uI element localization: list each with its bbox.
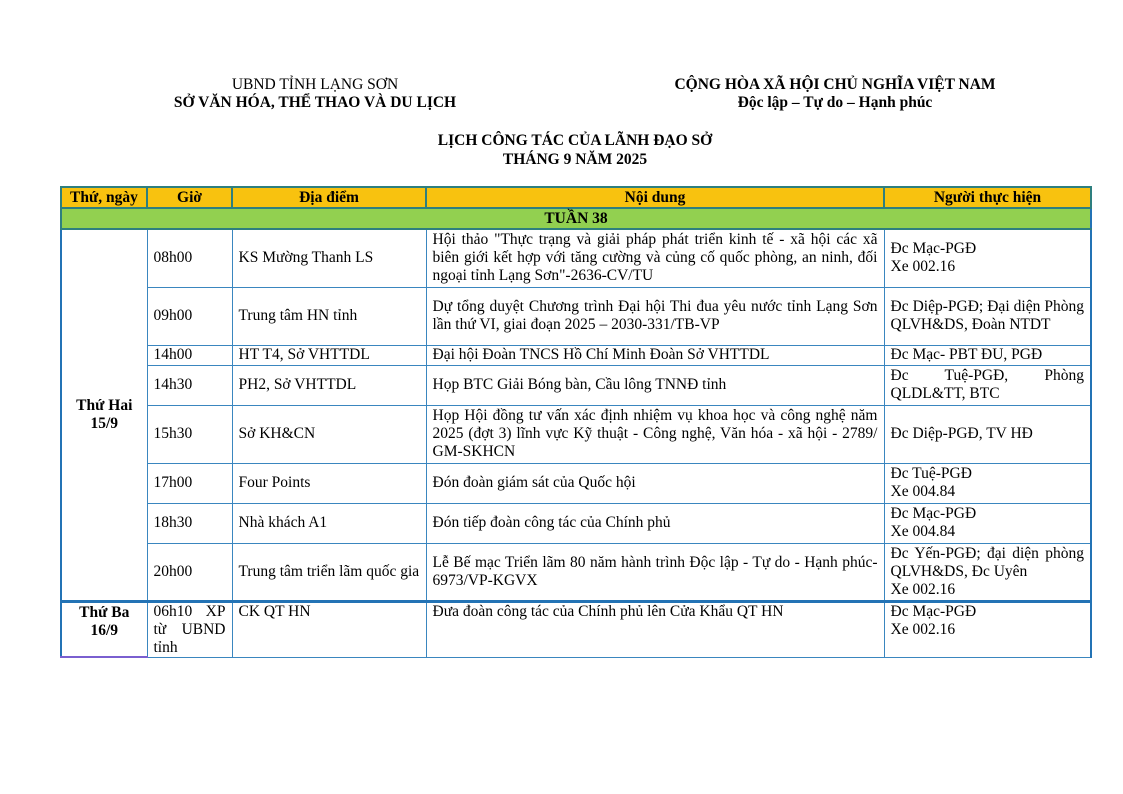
content-cell: Đón đoàn giám sát của Quốc hội	[426, 463, 884, 503]
person-line: Đc Yến-PGĐ; đại diện phòng QLVH&DS, Đc Uyên	[890, 544, 1084, 580]
day-date: 16/9	[90, 621, 119, 639]
content-cell: Họp BTC Giải Bóng bàn, Cầu lông TNNĐ tỉnh	[426, 365, 884, 405]
vehicle-line: Xe 004.84	[890, 523, 956, 540]
agency-name: SỞ VĂN HÓA, THỂ THAO VÀ DU LỊCH	[173, 94, 457, 111]
person-cell: Đc Mạc- PBT ĐU, PGĐ	[884, 345, 1091, 365]
national-header	[640, 76, 1030, 112]
content-cell: Đón tiếp đoàn công tác của Chính phủ	[426, 503, 884, 543]
document-title	[0, 131, 1123, 169]
person-cell: Đc Diệp-PGĐ; Đại diện Phòng QLVH&DS, Đoàn NTDT	[884, 287, 1091, 345]
place-cell: PH2, Sở VHTTDL	[232, 365, 426, 405]
place-cell: Four Points	[232, 463, 426, 503]
place-cell: CK QT HN	[232, 601, 426, 657]
vehicle-line: Xe 004.84	[890, 483, 956, 500]
content-cell: Hội thảo "Thực trạng và giải pháp phát triển kinh tế - xã hội các xã biên giới kết hợp với tăng cường và củng cố quốc phòng, an ninh, đối ngoại tỉnh Lạng Sơn"-2636-CV/TU	[426, 229, 884, 287]
content-cell: Đại hội Đoàn TNCS Hồ Chí Minh Đoàn Sở VHTTDL	[426, 345, 884, 365]
vehicle-line: Xe 002.16	[890, 580, 956, 598]
vehicle-line: Xe 002.16	[890, 258, 956, 276]
title-line-1: LỊCH CÔNG TÁC CỦA LÃNH ĐẠO SỞ	[437, 132, 713, 149]
title-line-2: THÁNG 9 NĂM 2025	[502, 151, 648, 168]
person-line: Đc Mạc-PGĐ	[890, 505, 977, 522]
place-cell: Trung tâm triển lãm quốc gia	[232, 543, 426, 601]
time-cell: 18h30	[147, 503, 232, 543]
week-label: TUẦN 38	[61, 208, 1091, 229]
time-cell: 14h30	[147, 365, 232, 405]
place-cell: HT T4, Sở VHTTDL	[232, 345, 426, 365]
place-cell: KS Mường Thanh LS	[232, 229, 426, 287]
table-row	[61, 463, 1091, 503]
time-cell: 09h00	[147, 287, 232, 345]
day-name: Thứ Ba	[79, 603, 130, 621]
time-cell: 06h10 XP từ UBND tỉnh	[147, 601, 232, 657]
table-row	[61, 601, 1091, 657]
table-row	[61, 543, 1091, 601]
national-title: CỘNG HÒA XÃ HỘI CHỦ NGHĨA VIỆT NAM	[674, 76, 996, 93]
schedule-table	[60, 186, 1092, 658]
person-cell: Đc Tuệ-PGĐ, Phòng QLDL&TT, BTC	[884, 365, 1091, 405]
column-header-content: Nội dung	[426, 187, 884, 208]
vehicle-line: Xe 002.16	[890, 620, 956, 638]
table-row	[61, 503, 1091, 543]
table-row	[61, 345, 1091, 365]
person-cell	[884, 463, 1091, 503]
day-name: Thứ Hai	[76, 396, 133, 414]
week-row	[61, 208, 1091, 229]
content-cell: Họp Hội đồng tư vấn xác định nhiệm vụ khoa học và công nghệ năm 2025 (đợt 3) lĩnh vực Kỹ thuật - Công nghệ, Văn hóa - xã hội - 2789/ GM-SKHCN	[426, 405, 884, 463]
content-cell: Lễ Bế mạc Triển lãm 80 năm hành trình Độc lập - Tự do - Hạnh phúc-6973/VP-KGVX	[426, 543, 884, 601]
table-row	[61, 405, 1091, 463]
day-cell-tuesday	[61, 601, 147, 657]
time-cell: 14h00	[147, 345, 232, 365]
person-line: Đc Mạc-PGĐ	[890, 240, 977, 258]
person-cell	[884, 543, 1091, 601]
time-cell: 08h00	[147, 229, 232, 287]
column-header-place: Địa điểm	[232, 187, 426, 208]
column-header-day: Thứ, ngày	[61, 187, 147, 208]
agency-header	[160, 76, 470, 112]
time-cell: 20h00	[147, 543, 232, 601]
person-cell	[884, 229, 1091, 287]
content-cell: Đưa đoàn công tác của Chính phủ lên Cửa Khẩu QT HN	[426, 601, 884, 657]
content-cell: Dự tổng duyệt Chương trình Đại hội Thi đua yêu nước tỉnh Lạng Sơn lần thứ VI, giai đoạn 2025 – 2030-331/TB-VP	[426, 287, 884, 345]
column-header-time: Giờ	[147, 187, 232, 208]
table-row	[61, 229, 1091, 287]
person-cell	[884, 503, 1091, 543]
column-header-person: Người thực hiện	[884, 187, 1091, 208]
place-cell: Nhà khách A1	[232, 503, 426, 543]
national-motto: Độc lập – Tự do – Hạnh phúc	[737, 94, 933, 111]
person-cell: Đc Diệp-PGĐ, TV HĐ	[884, 405, 1091, 463]
time-cell: 15h30	[147, 405, 232, 463]
table-row	[61, 287, 1091, 345]
day-cell-monday	[61, 229, 147, 601]
day-date: 15/9	[90, 414, 119, 432]
table-row	[61, 365, 1091, 405]
table-header-row	[61, 187, 1091, 208]
place-cell: Trung tâm HN tỉnh	[232, 287, 426, 345]
person-cell	[884, 601, 1091, 657]
person-line: Đc Tuệ-PGĐ	[890, 465, 972, 482]
time-cell: 17h00	[147, 463, 232, 503]
person-line: Đc Mạc-PGĐ	[890, 602, 977, 620]
place-cell: Sở KH&CN	[232, 405, 426, 463]
agency-parent: UBND TỈNH LẠNG SƠN	[231, 76, 399, 93]
